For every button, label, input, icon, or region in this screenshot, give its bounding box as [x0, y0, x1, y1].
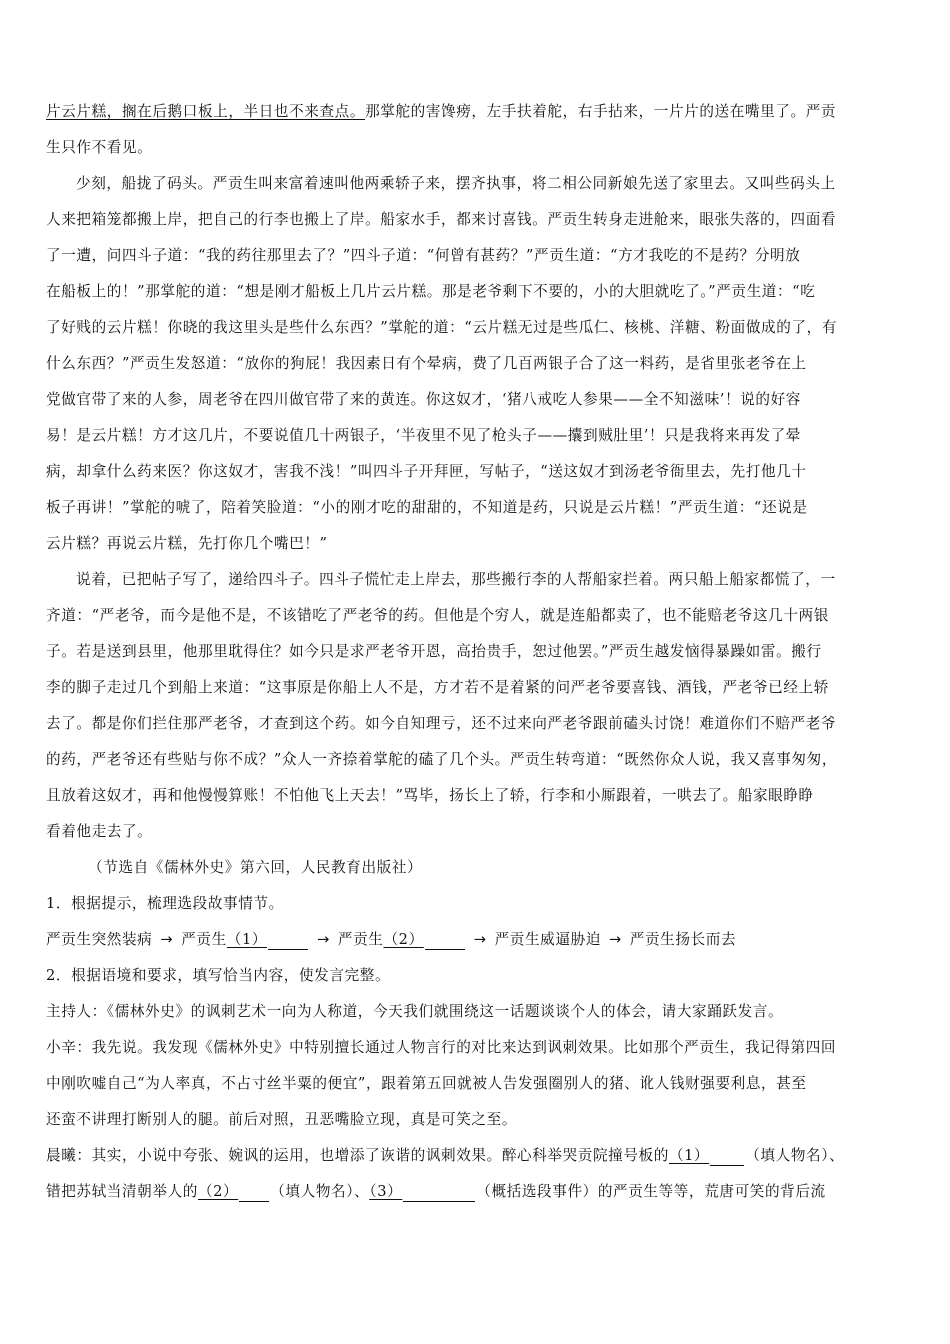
passage-line: 了好贱的云片糕！你晓的我这里头是些什么东西？”掌舵的道：“云片糕无过是些瓜仁、核桃、洋糖、粉面做成的了，有 [46, 319, 838, 336]
answer-blank[interactable] [425, 933, 465, 950]
passage-line: 了一遭，问四斗子道：“我的药往那里去了？”四斗子道：“何曾有甚药？”严贡生道：“方才我吃的不是药？分明放 [46, 247, 801, 264]
question-1-plot-chain: 严贡生突然装病 → 严贡生（1） → 严贡生（2） → 严贡生威逼胁迫 → 严贡生扬长而去 [46, 931, 737, 948]
passage-line: 片云片糕，搁在后鹅口板上，半日也不来查点。那掌舵的害馋痨，左手扶着舵，右手拈来，一片片的送在嘴里了。严贡 [46, 103, 837, 120]
passage-line: 易！是云片糕！方才这几片，不要说值几十两银子，‘半夜里不见了枪头子——攮到贼肚里’！只是我将来再发了晕 [46, 427, 801, 444]
plot-step: 严贡生突然装病 [46, 931, 153, 948]
arrow-icon: → [160, 931, 174, 948]
blank-label: （2） [383, 931, 424, 948]
answer-blank[interactable] [268, 933, 308, 950]
passage-line: 且放着这奴才，再和他慢慢算账！不怕他飞上天去！”骂毕，扬长上了轿，行李和小厮跟着，一哄去了。船家眼睁睁 [46, 787, 814, 804]
passage-line: 板子再讲！”掌舵的唬了，陪着笑脸道：“小的刚才吃的甜甜的，不知道是药，只说是云片糕！”严贡生道：“还说是 [46, 499, 808, 516]
source-citation: （节选自《儒林外史》第六回，人民教育出版社） [88, 859, 423, 876]
passage-paragraph-start: 少刻，船拢了码头。严贡生叫来富着速叫他两乘轿子来，摆齐执事，将二相公同新娘先送了家里去。又叫些码头上 [76, 175, 836, 192]
answer-blank[interactable] [710, 1149, 744, 1166]
blank-label: （2） [197, 1183, 239, 1200]
underlined-sentence: 片云片糕，搁在后鹅口板上，半日也不来查点。 [46, 103, 366, 120]
passage-line: 病，却拿什么药来医？你这奴才，害我不浅！”叫四斗子开拜匣，写帖子，“送这奴才到汤老爷衙里去，先打他几十 [46, 463, 807, 480]
blank-label: （1） [226, 931, 268, 948]
passage-line: 生只作不看见。 [46, 139, 153, 156]
passage-line: 子。若是送到县里，他那里耽得住？如今只是求严老爷开恩，高抬贵手，恕过他罢。”严贡生越发恼得暴躁如雷。搬行 [46, 643, 822, 660]
passage-line: 李的脚子走过几个到船上来道：“这事原是你船上人不是，方才若不是着紧的问严老爷要喜钱、酒钱，严老爷已经上轿 [46, 679, 829, 696]
passage-line: 党做官带了来的人参，周老爷在四川做官带了来的黄连。你这奴才，‘猪八戒吃人参果——全不知滋味’！说的好容 [46, 391, 801, 408]
passage-line: 人来把箱笼都搬上岸，把自己的行李也搬上了岸。船家水手，都来讨喜钱。严贡生转身走进舱来，眼张失落的，四面看 [46, 211, 837, 228]
blank-label: （3） [369, 1183, 403, 1200]
host-speech: 主持人：《儒林外史》的讽刺艺术一向为人称道，今天我们就围绕这一话题谈谈个人的体会，请大家踊跃发言。 [46, 1003, 784, 1020]
question-2-prompt: 2．根据语境和要求，填写恰当内容，使发言完整。 [46, 967, 391, 984]
chenxi-speech: 错把苏轼当清朝举人的（2） （填人物名）、（3） （概括选段事件）的严贡生等等，荒唐可笑的背后流 [46, 1183, 826, 1200]
answer-blank[interactable] [403, 1185, 475, 1202]
passage-line: 什么东西？”严贡生发怒道：“放你的狗屁！我因素日有个晕病，费了几百两银子合了这一料药，是省里张老爷在上 [46, 355, 807, 372]
passage-line: 去了。都是你们拦住那严老爷，才查到这个药。如今自知理亏，还不过来向严老爷跟前磕头讨饶！难道你们不赔严老爷 [46, 715, 837, 732]
question-1-prompt: 1．根据提示，梳理选段故事情节。 [46, 895, 284, 912]
xiaoxin-speech: 中刚吹嘘自己“为人率真，不占寸丝半粟的便宜”，跟着第五回就被人告发强圈别人的猪、讹人钱财强要利息，甚至 [46, 1075, 807, 1092]
answer-blank[interactable] [239, 1185, 269, 1202]
passage-line: 云片糕？再说云片糕，先打你几个嘴巴！” [46, 535, 328, 552]
passage-paragraph-start: 说着，已把帖子写了，递给四斗子。四斗子慌忙走上岸去，那些搬行李的人帮船家拦着。两只船上船家都慌了，一 [76, 571, 836, 588]
plot-step: 严贡生威逼胁迫 [494, 931, 601, 948]
chenxi-speech: 晨曦：其实，小说中夸张、婉讽的运用，也增添了诙谐的讽刺效果。醉心科举哭贡院撞号板的（1） （填人物名）、 [46, 1147, 845, 1164]
xiaoxin-speech: 小辛：我先说。我发现《儒林外史》中特别擅长通过人物言行的对比来达到讽刺效果。比如那个严贡生，我记得第四回 [46, 1039, 837, 1056]
arrow-icon: → [317, 931, 330, 948]
arrow-icon: → [608, 931, 622, 948]
passage-line: 在船板上的！”那掌舵的道：“想是刚才船板上几片云片糕。那是老爷剩下不要的，小的大胆就吃了。”严贡生道：“吃 [46, 283, 816, 300]
blank-label: （1） [668, 1147, 710, 1164]
arrow-icon: → [473, 931, 487, 948]
xiaoxin-speech: 还蛮不讲理打断别人的腿。前后对照，丑恶嘴脸立现，真是可笑之至。 [46, 1111, 518, 1128]
passage-line: 看着他走去了。 [46, 823, 153, 840]
plot-step: 严贡生扬长而去 [629, 931, 737, 948]
passage-line: 齐道：“严老爷，而今是他不是，不该错吃了严老爷的药。但他是个穷人，就是连船都卖了，也不能赔老爷这几十两银 [46, 607, 829, 624]
passage-line: 的药，严老爷还有些贴与你不成？”众人一齐捺着掌舵的磕了几个头。严贡生转弯道：“既然你众人说，我又喜事匆匆， [46, 751, 838, 768]
